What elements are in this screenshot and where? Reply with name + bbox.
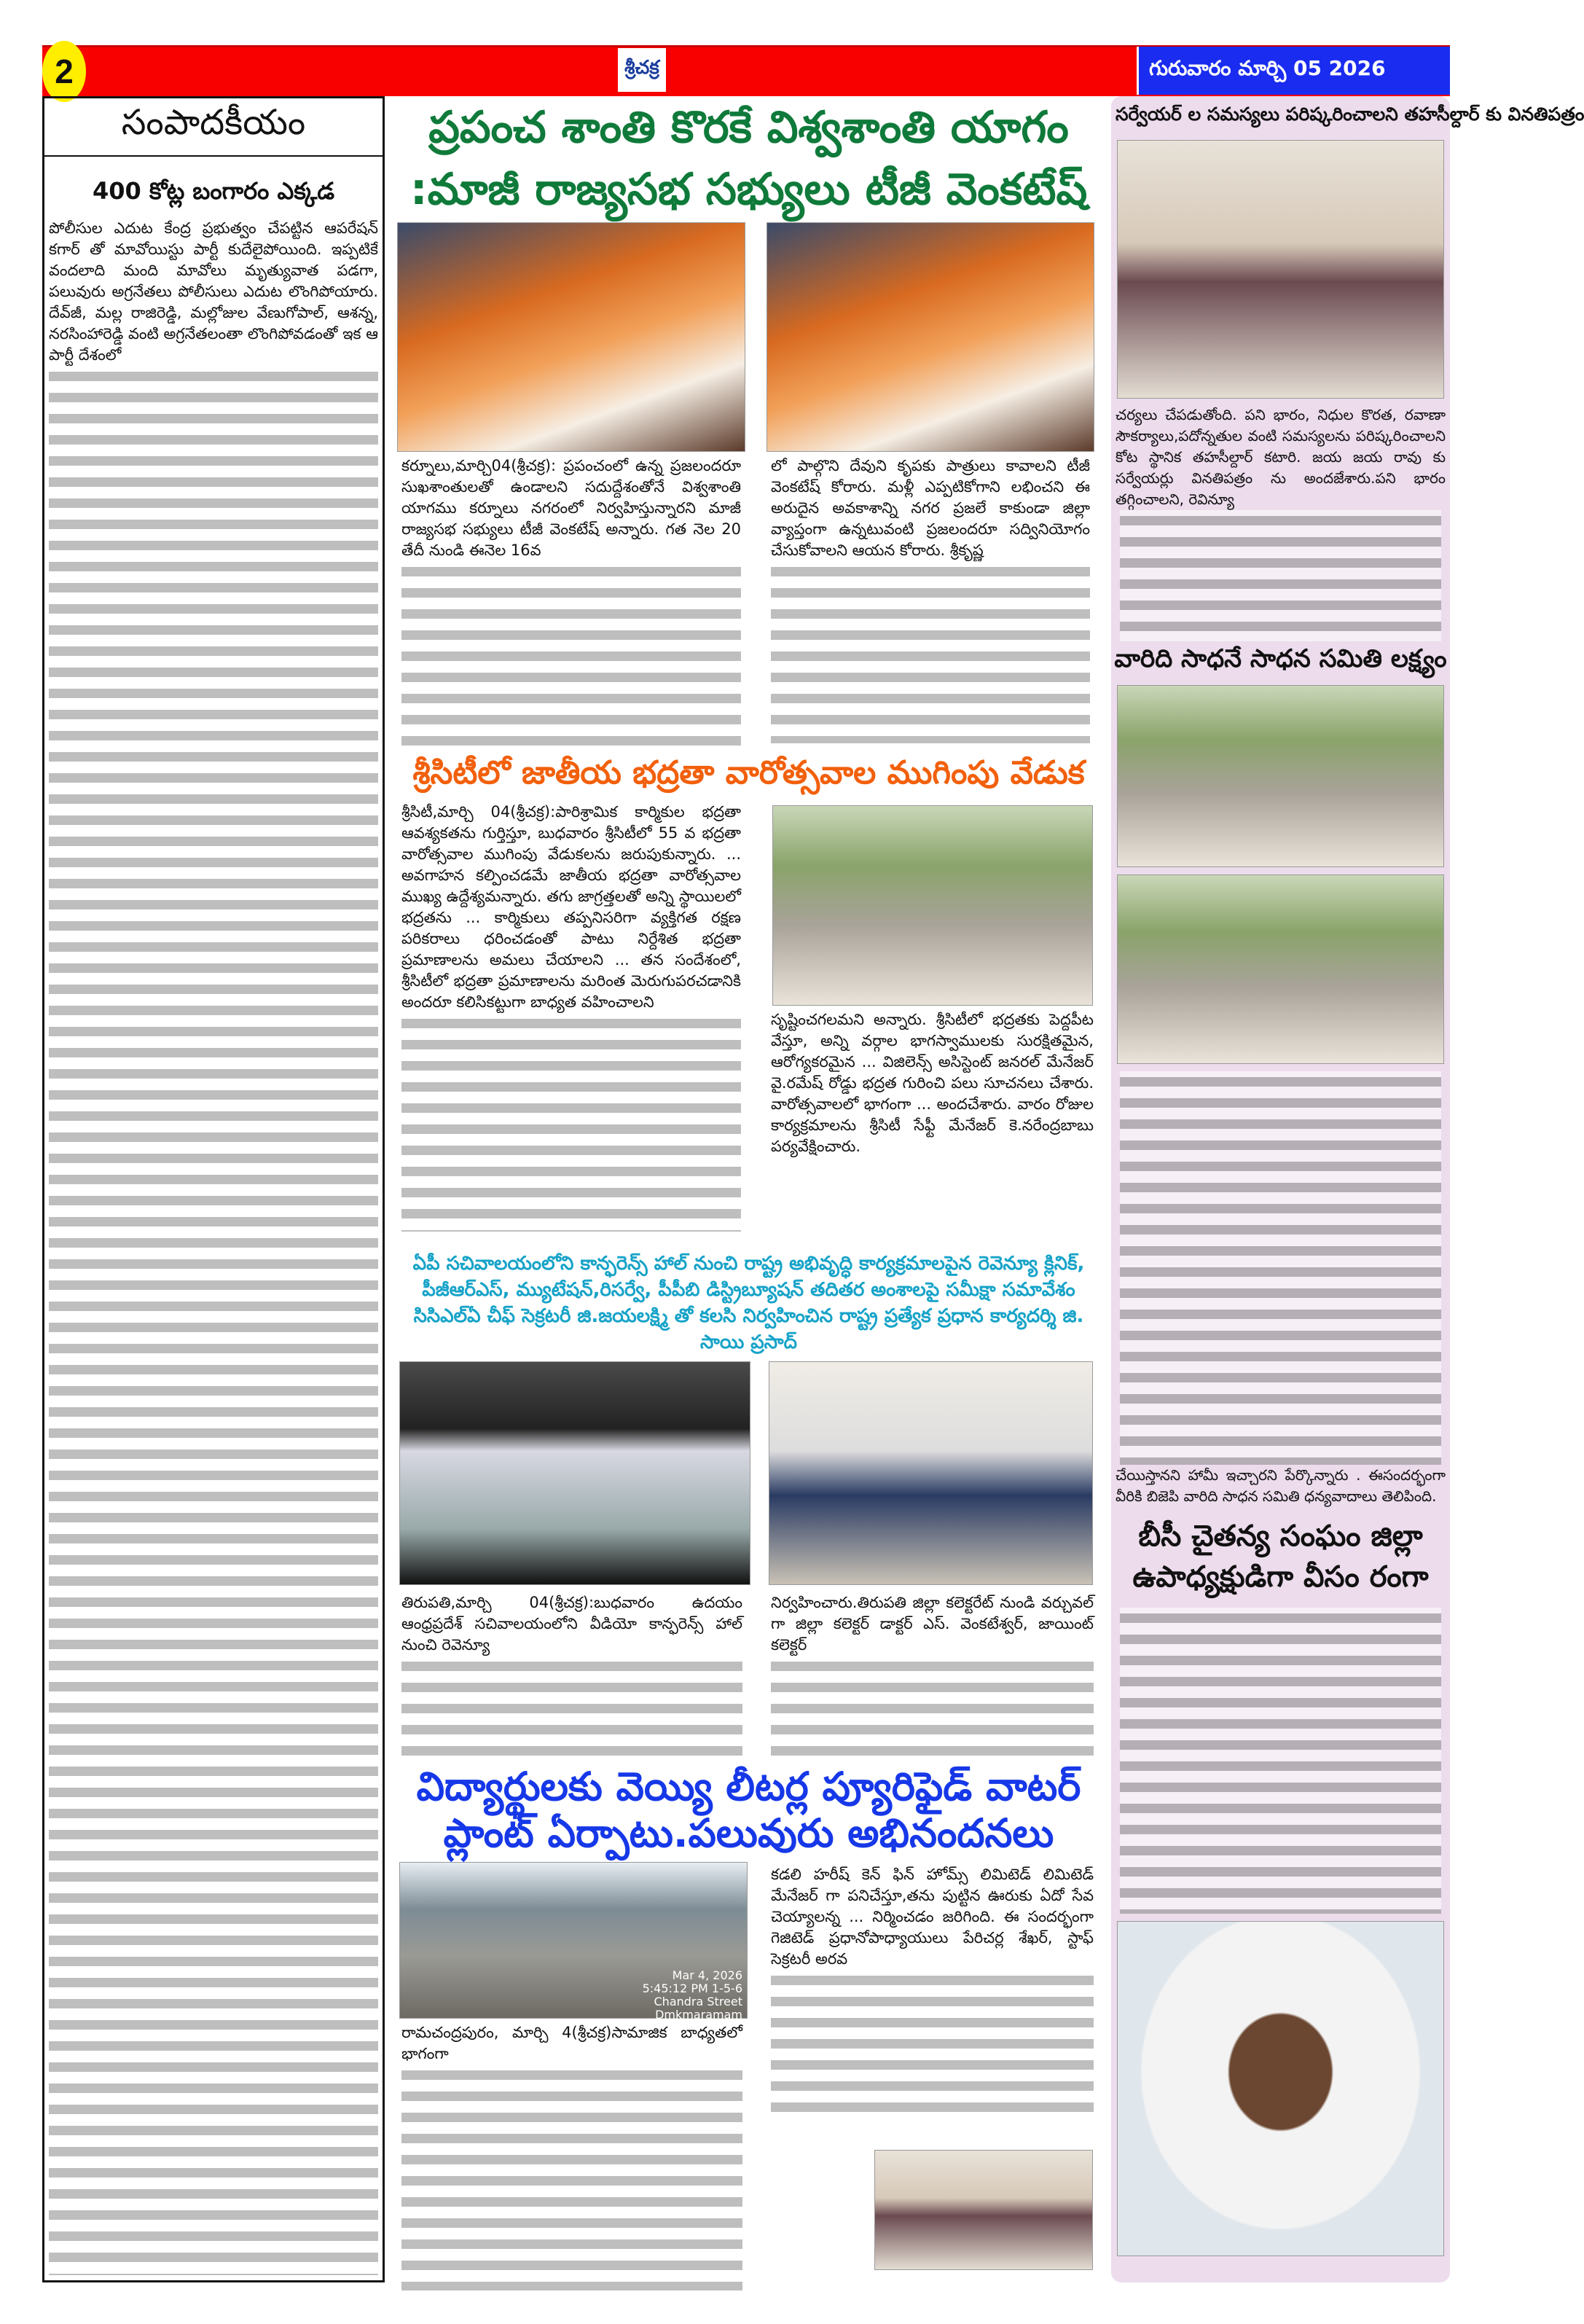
text-continued xyxy=(771,1656,1094,1765)
safety-parade-photo xyxy=(772,805,1093,1006)
newspaper-logo: శ్రీచక్ర xyxy=(618,48,666,92)
water-body-col2: కడలి హరీష్ కెన్ ఫిన్ హోమ్స్ లిమిటెడ్ లిమిటెడ్ మేనేజర్ గా పనిచేస్తూ,తను పుట్టిన ఊరుకు ఏదో సేవ చెయ్యాలన్న ... నిర్మించడం జరిగింది. ఈ సందర్భంగా గెజిటెడ్ ప్రధానోపాధ్యాయులు పేరిచర్ల శేఖర్, స్టాఫ్ సెక్రటరీ అరవ xyxy=(766,1864,1098,2145)
text-continued xyxy=(1120,1071,1441,1465)
editorial-body-continued xyxy=(49,366,378,2275)
editorial-headline: 400 కోట్ల బంగారం ఎక్కడ xyxy=(92,177,335,205)
lead-headline-line2: :మాజీ రాజ్యసభ సభ్యులు టీజీ వెంకటేష్ xyxy=(409,164,1088,215)
surveyor-petition-photo xyxy=(1117,140,1444,399)
lead-body-col2: లో పాల్గొని దేవుని కృపకు పాత్రులు కావాలని టీజీ వెంకటేష్ కోరారు. మళ్లీ ఎప్పటికోగాని లభించని ఈ అరుదైన అవకాశాన్ని నగర ప్రజలే కాకుండా జిల్లా వ్యాప్తంగా ఉన్నటువంటి ప్రజలందరూ సద్వినియోగం చేసుకోవాలని ఆయన కోరారు. శ్రీకృష్ణ xyxy=(766,455,1094,747)
water-plant-headline: విద్యార్థులకు వెయ్యి లీటర్ల ప్యూరిఫైడ్ వాటర్ ప్లాంట్ ఏర్పాటు.పలువురు అభినందనలు xyxy=(416,1764,1081,1856)
sadhana-photo-1 xyxy=(1117,685,1444,867)
editorial-section-title: సంపాదకీయం xyxy=(44,98,383,157)
text-continued xyxy=(401,2065,742,2290)
lead-body-col1: కర్నూలు,మార్చి04(శ్రీచక్ర): ప్రపంచంలో ఉన్న ప్రజలందరూ సుఖశాంతులతో ఉండాలని సదుద్దేశంతోనే విశ్వశాంతి యాగము కర్నూలు నగరంలో నిర్వహిస్తున్నారని మాజీ రాజ్యసభ సభ్యులు టీజీ వెంకటేష్ అన్నారు. గత నెల 20 తేదీ నుండి ఈనెల 16వ xyxy=(397,455,745,747)
collectorate-meeting-photo xyxy=(769,1361,1093,1585)
right-column xyxy=(1111,96,1584,2282)
sricity-body-col1: శ్రీసిటీ,మార్చి 04(శ్రీచక్ర):పారిశ్రామిక కార్మికుల భద్రతా ఆవశ్యకతను గుర్తిస్తూ, బుధవారం శ్రీసిటీలో 55 వ భద్రతా వారోత్సవాల ముగింపు వేడుకలను జరుపుకున్నారు. ... అవగాహన కల్పించడమే జాతీయ భద్రతా వారోత్సవాల ముఖ్య ఉద్దేశ్యమన్నారు. తగు జాగ్రత్తలతో అన్ని స్థాయిలలో భద్రతను ... కార్మికులు తప్పనిసరిగా వ్యక్తిగత రక్షణ పరికరాలు ధరించడంతో పాటు నిర్దేశిత భద్రతా ప్రమాణాలను అమలు చేయాలని ... తన సందేశంలో, శ్రీసిటీలో భద్రతా ప్రమాణాలను మరింత మెరుగుపరచడానికి అందరూ కలిసికట్టుగా బాధ్యత వహించాలని xyxy=(397,802,745,1246)
sricity-body-col2: సృష్టించగలమని అన్నారు. శ్రీసిటీలో భద్రతకు పెద్దపీట వేస్తూ, అన్ని వర్గాల భాగస్వాములకు సురక్షితమైన, ఆరోగ్యకరమైన ... విజిలెన్స్ అసిస్టెంట్ జనరల్ మేనేజర్ వై.రమేష్ రోడ్డు భద్రత గురించి పలు సూచనలు చేశారు. వారోత్సవాలలో భాగంగా ... అందచేశారు. వారం రోజుల కార్యక్రమాలను శ్రీసిటీ సేఫ్టీ మేనేజర్ కె.నరేంద్రబాబు పర్యవేక్షించారు. xyxy=(771,1011,1094,1155)
ap-body-col2: నిర్వహించారు.తిరుపతి జిల్లా కలెక్టరేట్ నుండి వర్చువల్ గా జిల్లా కలెక్టర్ డాక్టర్ ఎస్. వెంకటేశ్వర్, జాయింట్ కలెక్టర్ xyxy=(766,1592,1098,1760)
page-number-badge: 2 xyxy=(42,41,86,102)
issue-date: గురువారం మార్చి 05 2026 xyxy=(1137,47,1450,95)
sadhana-headline: వారిది సాధనే సాధన సమితి లక్ష్యం xyxy=(1114,644,1447,673)
video-conference-photo xyxy=(399,1361,750,1585)
water-plant-site-photo xyxy=(399,1862,748,2022)
text-continued xyxy=(771,561,1090,743)
sadhana-body: చేయిస్తానని హామీ ఇచ్చారని పేర్కొన్నారు . ఈసందర్భంగా వీరికి బిజెపి వారిది సాధన సమితి ధన్యవాదాలు తెలిపింది. xyxy=(1116,1466,1446,1505)
lead-headline-line1: ప్రపంచ శాంతి కొరకే విశ్వశాంతి యాగం xyxy=(428,102,1069,153)
sadhana-photo-2 xyxy=(1117,875,1444,1064)
text-continued xyxy=(401,1656,742,1758)
bc-headline-line1: బీసీ చైతన్య సంఘం జిల్లా xyxy=(1138,1519,1423,1553)
yagam-procession-photo-2 xyxy=(766,222,1094,452)
text-continued xyxy=(401,1013,741,1232)
text-continued xyxy=(771,1970,1094,2116)
ap-review-subheadline: ఏపీ సచివాలయంలోని కాన్ఫరెన్స్ హాల్ నుంచి రాష్ట్ర అభివృద్ధి కార్యక్రమాలపైన రెవెన్యూ క్లినిక్, పీజీఆర్ఎస్, మ్యుటేషన్,రిసర్వే, పీపీబి డిస్ట్రిబ్యూషన్ తదితర అంశాలపై సమీక్షా సమావేశం సిసిఎల్ఏ చీఫ్ సెక్రటరీ జి.జయలక్ష్మి తో కలసి నిర్వహించిన రాష్ట్ర ప్రత్యేక ప్రధాన కార్యదర్శి జి. సాయి ప్రసాద్ xyxy=(397,1251,1100,1355)
editorial-body: పోలీసుల ఎదుట కేంద్ర ప్రభుత్వం చేపట్టిన ఆపరేషన్ కగార్ తో మావోయిస్టు పార్టీ కుదేలైపోయింది. ఇప్పటికే వందలాది మంది మావోలు మృత్యువాత పడగా, పలువురు అగ్రనేతలు పోలీసులు ఎదుట లొంగిపోయారు. దేవ్‌జీ, మల్ల రాజిరెడ్డి, మల్లోజుల వేణుగోపాల్, ఆశన్న, నరసింహారెడ్డి వంటి అగ్రనేతలంతా లొంగిపోవడంతో ఇక ఆ పార్టీ దేశంలో xyxy=(49,219,378,364)
sricity-headline: శ్రీసిటీలో జాతీయ భద్రతా వారోత్సవాల ముగింపు వేడుక xyxy=(412,754,1085,791)
bc-headline-line2: ఉపాధ్యక్షుడిగా వీసం రంగా xyxy=(1132,1560,1429,1594)
surveyor-headline: సర్వేయర్ ల సమస్యలు పరిష్కరించాలని తహసీల్దార్ కు వినతిపత్రం xyxy=(1116,103,1584,125)
bc-body-text xyxy=(1120,1608,1441,1914)
water-body-col1: రామచంద్రపురం, మార్చి 4(శ్రీచక్ర)సామాజిక బాధ్యతలో భాగంగా xyxy=(397,2022,747,2274)
surveyor-body: చర్యలు చేపడుతోంది. పని భారం, నిధుల కొరత, రవాణా సౌకర్యాలు,పదోన్నతుల వంటి సమస్యలను పరిష్కరించాలని కోట స్థానిక తహసీల్దార్ కటారి. జయ జయ రావు కు సర్వేయర్లు వినతిపత్రం ను అందజేశారు.పని భారం తగ్గించాలని, రెవిన్యూ xyxy=(1116,406,1446,508)
text-continued xyxy=(1120,510,1441,641)
editorial-column xyxy=(42,96,385,2282)
ap-body-col1: తిరుపతి,మార్చి 04(శ్రీచక్ర):బుధవారం ఉదయం ఆంధ్రప్రదేశ్ సచివాలయంలోని వీడియో కాన్ఫరెన్స్ హాల్ నుంచి రెవెన్యూ xyxy=(397,1592,747,1760)
water-plant-inauguration-photo xyxy=(874,2150,1093,2270)
veesam-ranga-portrait xyxy=(1117,1921,1444,2256)
yagam-procession-photo-1 xyxy=(397,222,745,452)
text-continued xyxy=(401,561,741,751)
photo-timestamp-caption: Mar 4, 2026 5:45:12 PM 1-5-6 Chandra Street Dmkmaramam xyxy=(642,1968,742,2022)
